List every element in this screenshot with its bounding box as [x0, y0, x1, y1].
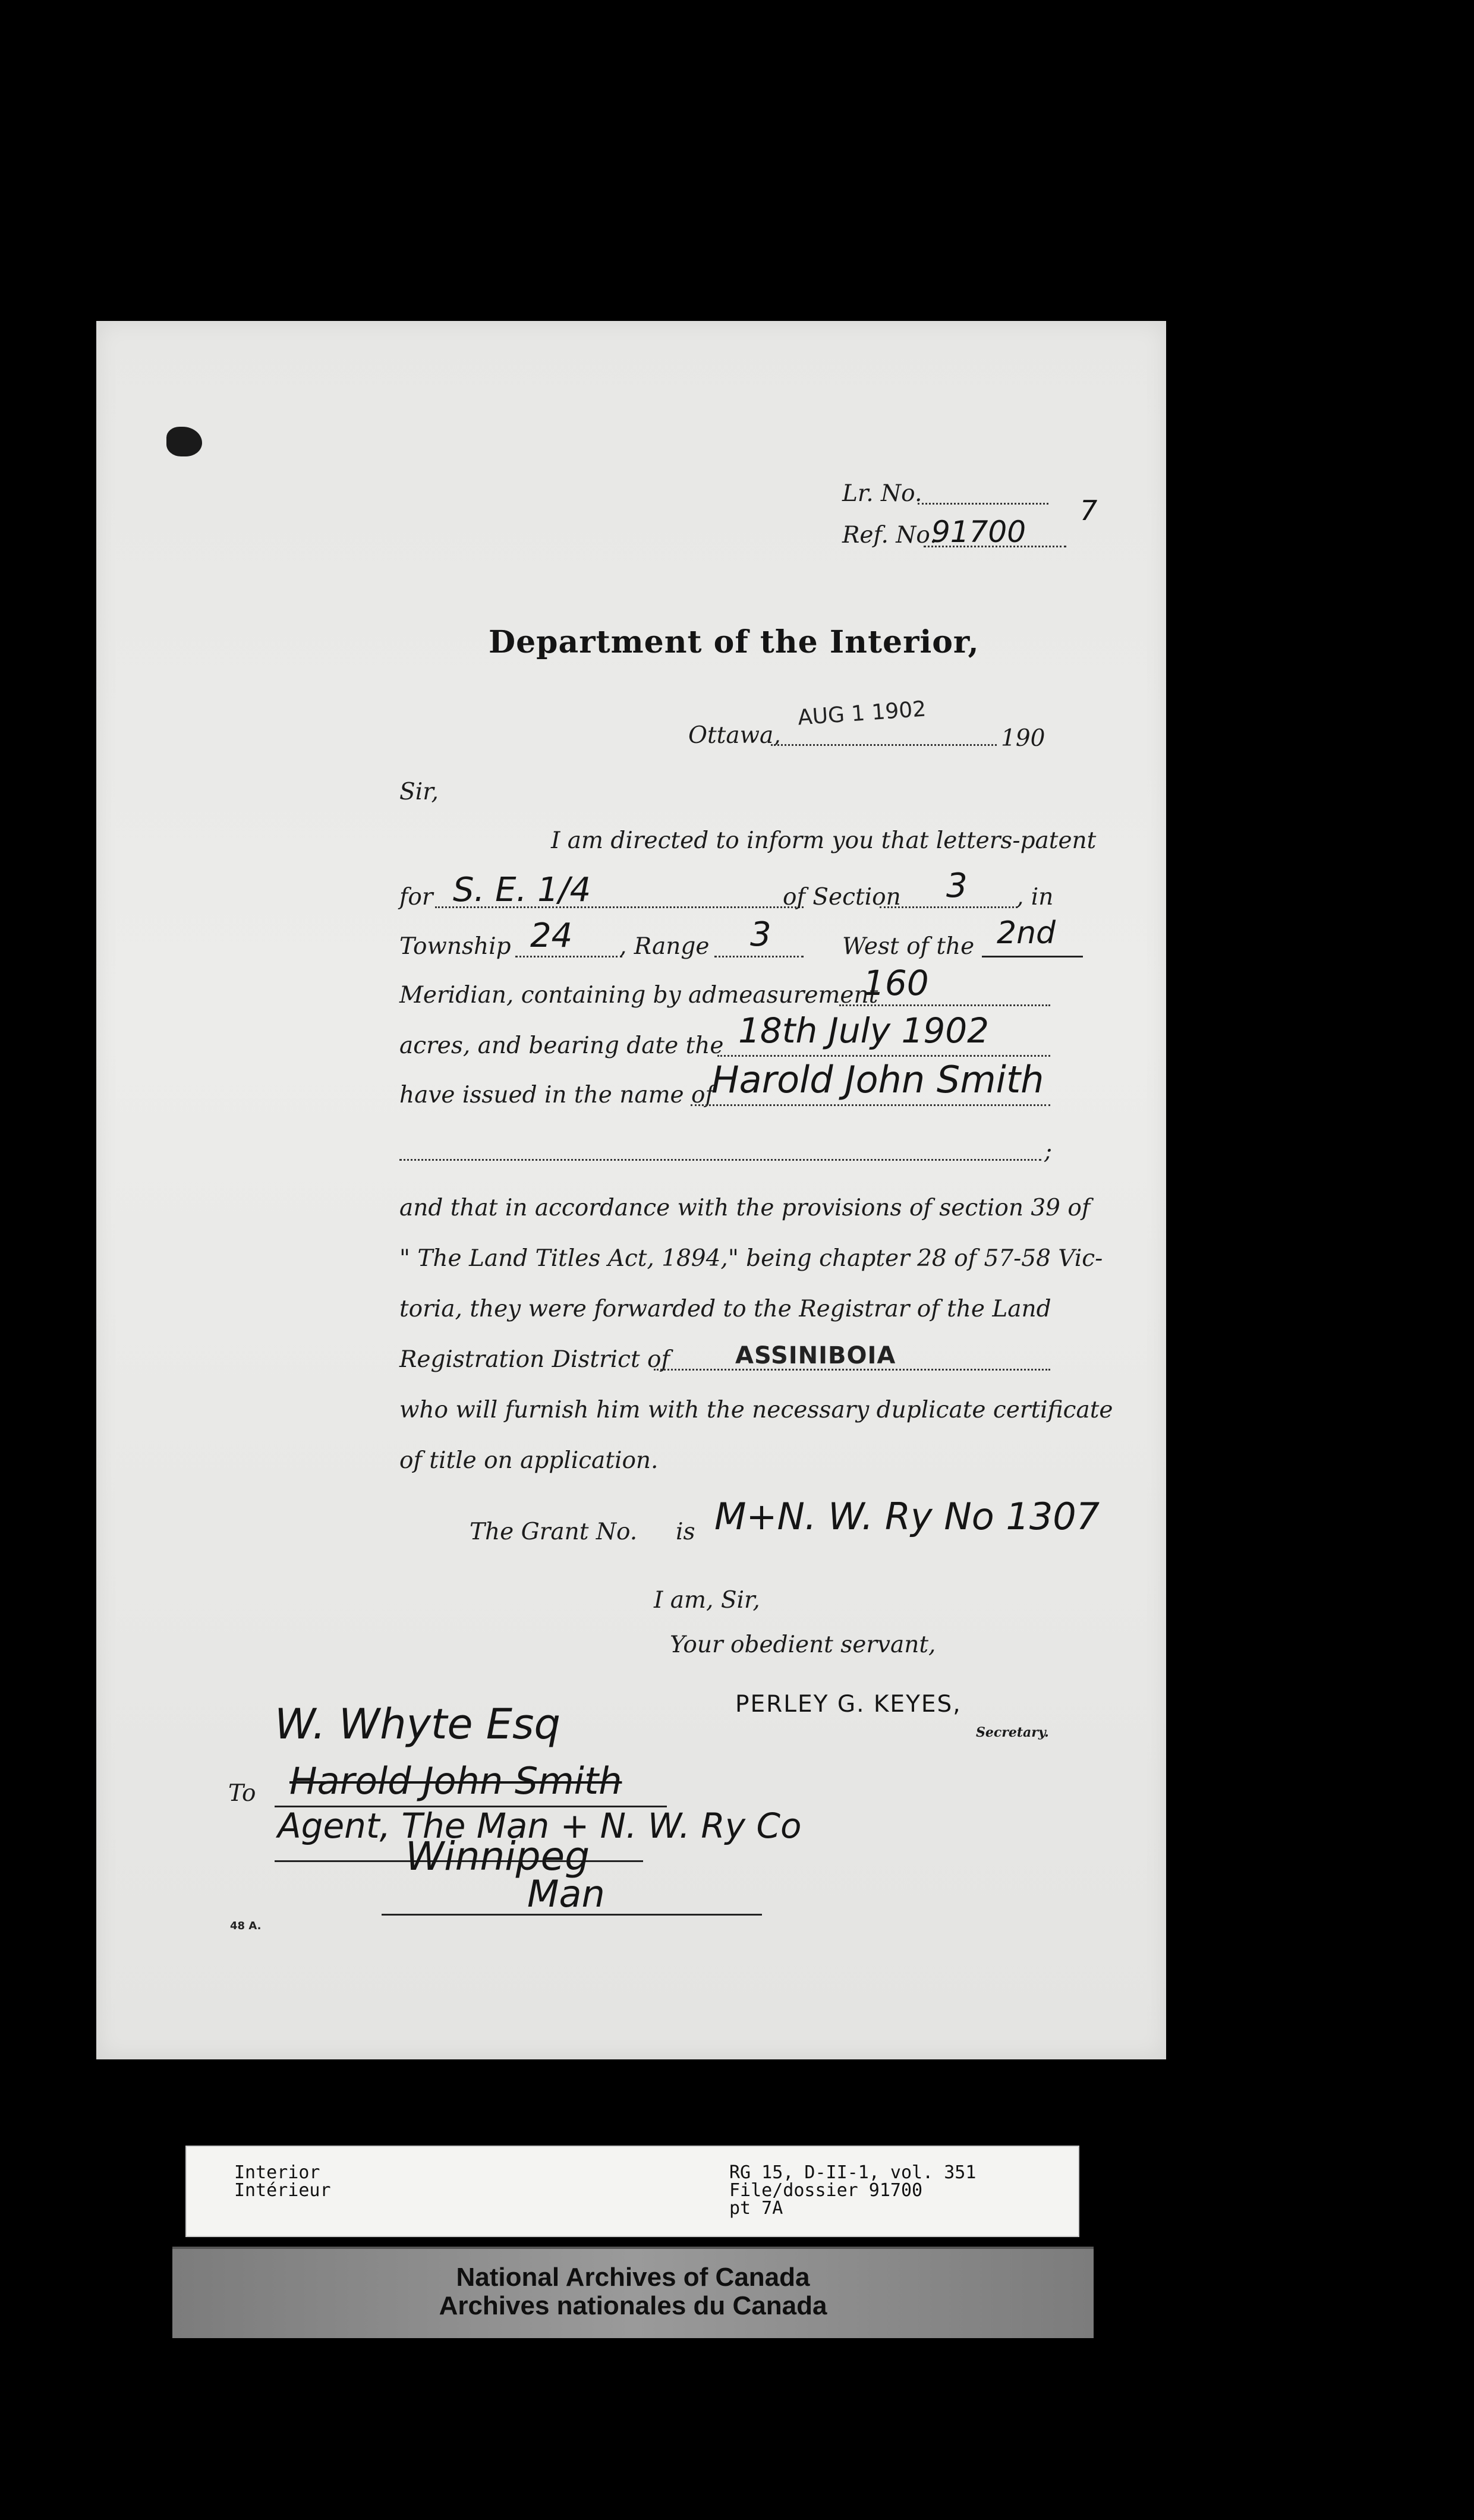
archive-banner-line1: National Archives of Canada: [456, 2263, 810, 2292]
grant-label: The Grant No.: [470, 1519, 638, 1545]
archive-label-right-line2: File/dossier 91700: [729, 2180, 923, 2201]
township-label: Township: [399, 933, 511, 960]
ottawa-label: Ottawa,: [688, 722, 781, 749]
section-label: of Section: [783, 884, 901, 911]
ref-no-label: Ref. No.: [842, 522, 937, 549]
west-label: West of the: [842, 933, 975, 960]
archive-label-right-line1: RG 15, D-II-1, vol. 351: [729, 2162, 977, 2183]
para2-line3: toria, they were forwarded to the Registrar of the Land: [399, 1296, 1051, 1322]
in-label: , in: [1016, 884, 1054, 911]
closing-line1: I am, Sir,: [654, 1587, 760, 1614]
to-label: To: [228, 1780, 256, 1807]
lr-no-label: Lr. No.: [842, 480, 922, 507]
recipient-line4: Man: [527, 1872, 605, 1916]
signer-name: PERLEY G. KEYES,: [735, 1691, 962, 1718]
date-rule: [771, 744, 997, 746]
archive-banner: [172, 2247, 1094, 2338]
district-stamp: ASSINIBOIA: [735, 1342, 896, 1369]
archive-banner-line2: Archives nationales du Canada: [439, 2291, 827, 2320]
acres-rule: [839, 1004, 1050, 1006]
para2-line1: and that in accordance with the provisions of section 39 of: [399, 1195, 1091, 1221]
meridian-label: Meridian, containing by admeasurement: [399, 982, 878, 1009]
archive-label-left-line2: Intérieur: [234, 2180, 331, 2201]
salutation: Sir,: [399, 779, 439, 805]
for-value: S. E. 1/4: [453, 871, 591, 909]
range-label: , Range: [619, 933, 710, 960]
meridian-value: 2nd: [997, 915, 1056, 951]
section-rule: [880, 906, 1018, 908]
township-value: 24: [530, 916, 573, 955]
signer-title: Secretary.: [976, 1725, 1049, 1740]
acres-value: 160: [863, 963, 929, 1003]
archive-label-left-line1: Interior: [234, 2162, 320, 2183]
ink-blot: [166, 427, 202, 456]
lr-no-value: 7: [1080, 494, 1098, 527]
name-rule: [691, 1104, 1050, 1106]
district-label: Registration District of: [399, 1346, 670, 1373]
grant-is-label: is: [676, 1519, 695, 1545]
letter-page: [96, 321, 1166, 2059]
intro-line: I am directed to inform you that letters-patent: [551, 827, 1097, 854]
meridian-rule: [982, 956, 1083, 957]
semicolon: ;: [1044, 1138, 1053, 1165]
section-value: 3: [946, 867, 968, 905]
department-title: Department of the Interior,: [489, 624, 979, 660]
year-suffix: 190: [1001, 725, 1045, 752]
para3-line1: who will furnish him with the necessary duplicate certificate: [399, 1397, 1113, 1423]
patent-date-value: 18th July 1902: [738, 1010, 990, 1051]
patentee-name: Harold John Smith: [711, 1058, 1044, 1101]
para3-line2: of title on application.: [399, 1447, 659, 1474]
range-value: 3: [750, 915, 771, 954]
recipient-name: W. Whyte Esq: [275, 1700, 560, 1749]
para2-line2: " The Land Titles Act, 1894," being chapter 28 of 57-58 Vic-: [399, 1245, 1103, 1272]
township-rule: [515, 956, 622, 957]
acres-label: acres, and bearing date the: [399, 1032, 724, 1059]
ref-no-rule: [924, 546, 1066, 547]
for-label: for: [399, 884, 433, 911]
issued-label: have issued in the name of: [399, 1082, 714, 1108]
archive-label: [185, 2146, 1079, 2237]
recipient-line2: Agent, The Man + N. W. Ry Co: [278, 1806, 802, 1846]
form-number: 48 A.: [230, 1920, 262, 1932]
grant-value: M+N. W. Ry No 1307: [714, 1495, 1100, 1538]
range-rule: [714, 956, 804, 957]
date-value-rule: [717, 1055, 1050, 1057]
date-stamp: AUG 1 1902: [796, 697, 927, 730]
ref-no-value: 91700: [931, 515, 1026, 549]
closing-line2: Your obedient servant,: [670, 1631, 936, 1658]
archive-label-right-line3: pt 7A: [729, 2198, 783, 2219]
recipient-line3: Winnipeg: [405, 1834, 590, 1879]
struck-recipient-name: Harold John Smith: [289, 1759, 622, 1803]
blank-rule: [399, 1159, 1041, 1161]
lr-no-rule: [918, 503, 1048, 505]
